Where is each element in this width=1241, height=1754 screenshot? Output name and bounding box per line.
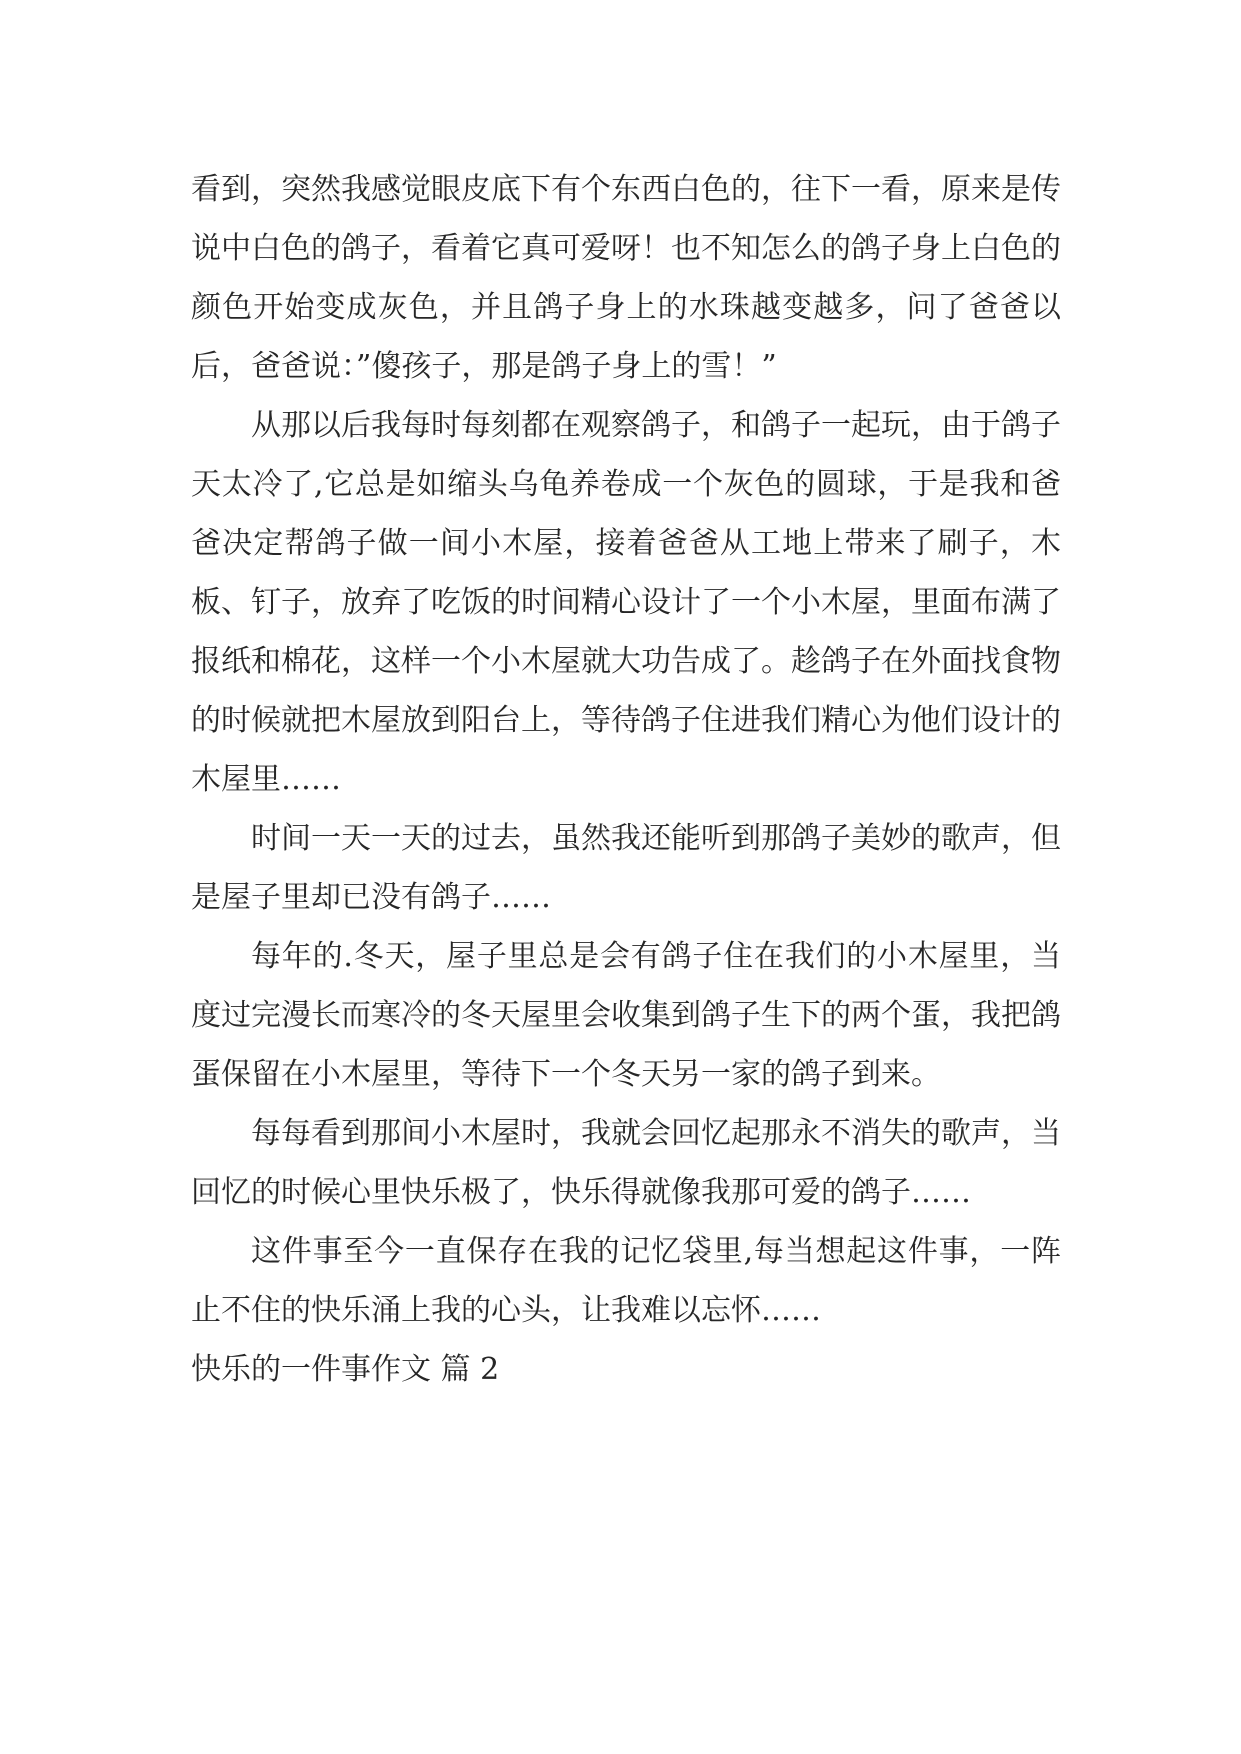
paragraph-2: 从那以后我每时每刻都在观察鸽子，和鸽子一起玩，由于鸽子天太冷了,它总是如缩头乌龟养卷成一个灰色的圆球，于是我和爸爸决定帮鸽子做一间小木屋，接着爸爸从工地上带来了刷子，木板、钉子，放弃了吃饭的时间精心设计了一个小木屋，里面布满了报纸和棉花，这样一个小木屋就大功告成了。趁鸽子在外面找食物的时候就把木屋放到阳台上，等待鸽子住进我们精心为他们设计的木屋里…… xyxy=(191,408,1061,797)
paragraph-5: 每每看到那间小木屋时，我就会回忆起那永不消失的歌声，当回忆的时候心里快乐极了，快乐得就像我那可爱的鸽子…… xyxy=(191,1116,1061,1210)
article-body xyxy=(191,160,1061,1399)
paragraph-4: 每年的.冬天，屋子里总是会有鸽子住在我们的小木屋里，当度过完漫长而寒冷的冬天屋里会收集到鸽子生下的两个蛋，我把鸽蛋保留在小木屋里，等待下一个冬天另一家的鸽子到来。 xyxy=(191,939,1061,1092)
paragraph-6: 这件事至今一直保存在我的记忆袋里,每当想起这件事，一阵止不住的快乐涌上我的心头，让我难以忘怀…… xyxy=(191,1234,1061,1328)
paragraph-1: 看到，突然我感觉眼皮底下有个东西白色的，往下一看，原来是传说中白色的鸽子，看着它真可爱呀！也不知怎么的鸽子身上白色的颜色开始变成灰色，并且鸽子身上的水珠越变越多，问了爸爸以后，爸爸说：”傻孩子，那是鸽子身上的雪！” xyxy=(191,172,1061,384)
paragraph-3: 时间一天一天的过去，虽然我还能听到那鸽子美妙的歌声，但是屋子里却已没有鸽子…… xyxy=(191,821,1061,915)
section-heading: 快乐的一件事作文 篇 2 xyxy=(191,1352,500,1387)
